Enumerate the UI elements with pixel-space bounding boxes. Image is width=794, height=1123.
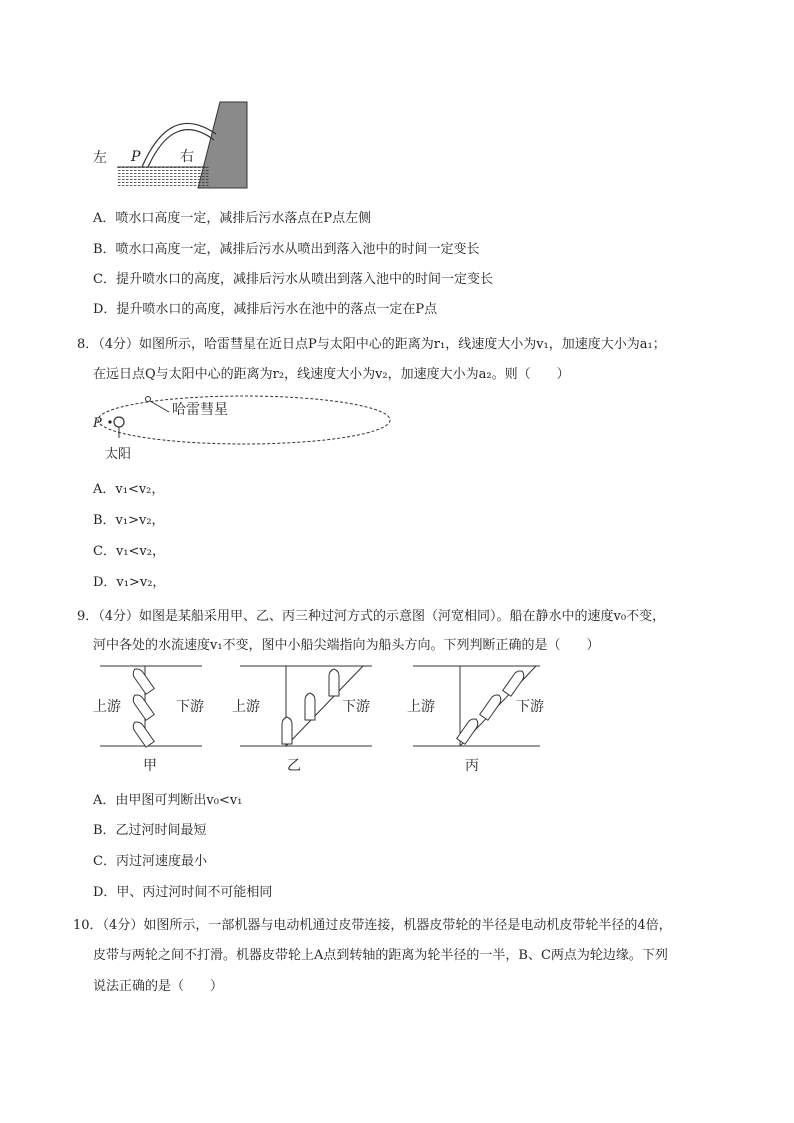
q10-stem-line3: 说法正确的是（ ） xyxy=(93,979,224,994)
pool-water xyxy=(117,167,210,186)
q8-stem-line1: 8．（4分）如图所示，哈雷彗星在近日点P与太阳中心的距离为r₁，线速度大小为v₁，加速度大小为a₁； xyxy=(77,337,666,352)
bing-caption: 丙 xyxy=(465,758,479,774)
fig7-right-label: 右 xyxy=(180,149,194,165)
q9-option-a: A．由甲图可判断出v₀<v₁ xyxy=(93,793,243,808)
orbit-ellipse xyxy=(98,396,390,444)
diagram-yi xyxy=(232,666,372,774)
jia-upstream-label: 上游 xyxy=(93,699,121,715)
q9-option-d: D．甲、丙过河时间不可能相同 xyxy=(93,885,273,900)
jia-caption: 甲 xyxy=(143,758,157,774)
q10-stem-line2: 皮带与两轮之间不打滑。机器皮带轮上A点到转轴的距离为轮半径的一半，B、C两点为轮边缘。下列 xyxy=(93,948,668,963)
yi-downstream-label: 下游 xyxy=(342,699,370,715)
fig7-p-label: P xyxy=(131,149,141,165)
bing-upstream-label: 上游 xyxy=(407,699,435,715)
q8-option-d: D．v₁>v₂， xyxy=(93,575,166,590)
q8-option-a: A．v₁<v₂， xyxy=(93,482,165,497)
q8-stem-line2: 在远日点Q与太阳中心的距离为r₂，线速度大小为v₂，加速度大小为a₂。则（ ） xyxy=(93,367,570,382)
q9-option-c: C．丙过河速度最小 xyxy=(93,854,207,869)
jia-downstream-label: 下游 xyxy=(176,699,204,715)
q7-option-c: C．提升喷水口的高度，减排后污水从喷出到落入池中的时间一定变长 xyxy=(93,272,493,287)
q10-stem-line1: 10．（4分）如图所示，一部机器与电动机通过皮带连接，机器皮带轮的半径是电动机皮带轮半径的4倍， xyxy=(73,918,672,933)
diagram-bing xyxy=(407,666,544,774)
river-crossing-figure xyxy=(90,660,550,778)
halley-orbit-figure xyxy=(90,390,300,465)
comet-label: 哈雷彗星 xyxy=(172,402,228,418)
sun-label: 太阳 xyxy=(105,447,132,462)
perihelion-dot xyxy=(108,420,111,423)
fig7-left-label: 左 xyxy=(93,150,107,166)
yi-caption: 乙 xyxy=(287,758,301,774)
fountain-figure xyxy=(90,100,250,192)
yi-upstream-label: 上游 xyxy=(232,699,260,715)
q9-stem-line2: 河中各处的水流速度v₁不变，图中小船尖端指向为船头方向。下列判断正确的是（ ） xyxy=(93,638,600,653)
q8-option-b: B．v₁>v₂， xyxy=(93,513,165,528)
q9-option-b: B．乙过河时间最短 xyxy=(93,823,207,838)
sun-icon xyxy=(114,417,124,427)
q7-option-a: A．喷水口高度一定，减排后污水落点在P点左侧 xyxy=(93,211,372,226)
q7-option-b: B．喷水口高度一定，减排后污水从喷出到落入池中的时间一定变长 xyxy=(93,242,480,257)
q9-stem-line1: 9．（4分）如图是某船采用甲、乙、丙三种过河方式的示意图（河宽相同）。船在静水中的速度v₀不变， xyxy=(77,609,666,624)
bing-downstream-label: 下游 xyxy=(516,699,544,715)
fig8-p-label: P xyxy=(93,416,102,431)
q7-option-d: D．提升喷水口的高度，减排后污水在池中的落点一定在P点 xyxy=(93,302,438,317)
q8-option-c: C．v₁<v₂， xyxy=(93,544,165,559)
comet-icon xyxy=(146,397,151,402)
diagram-jia xyxy=(93,666,204,774)
